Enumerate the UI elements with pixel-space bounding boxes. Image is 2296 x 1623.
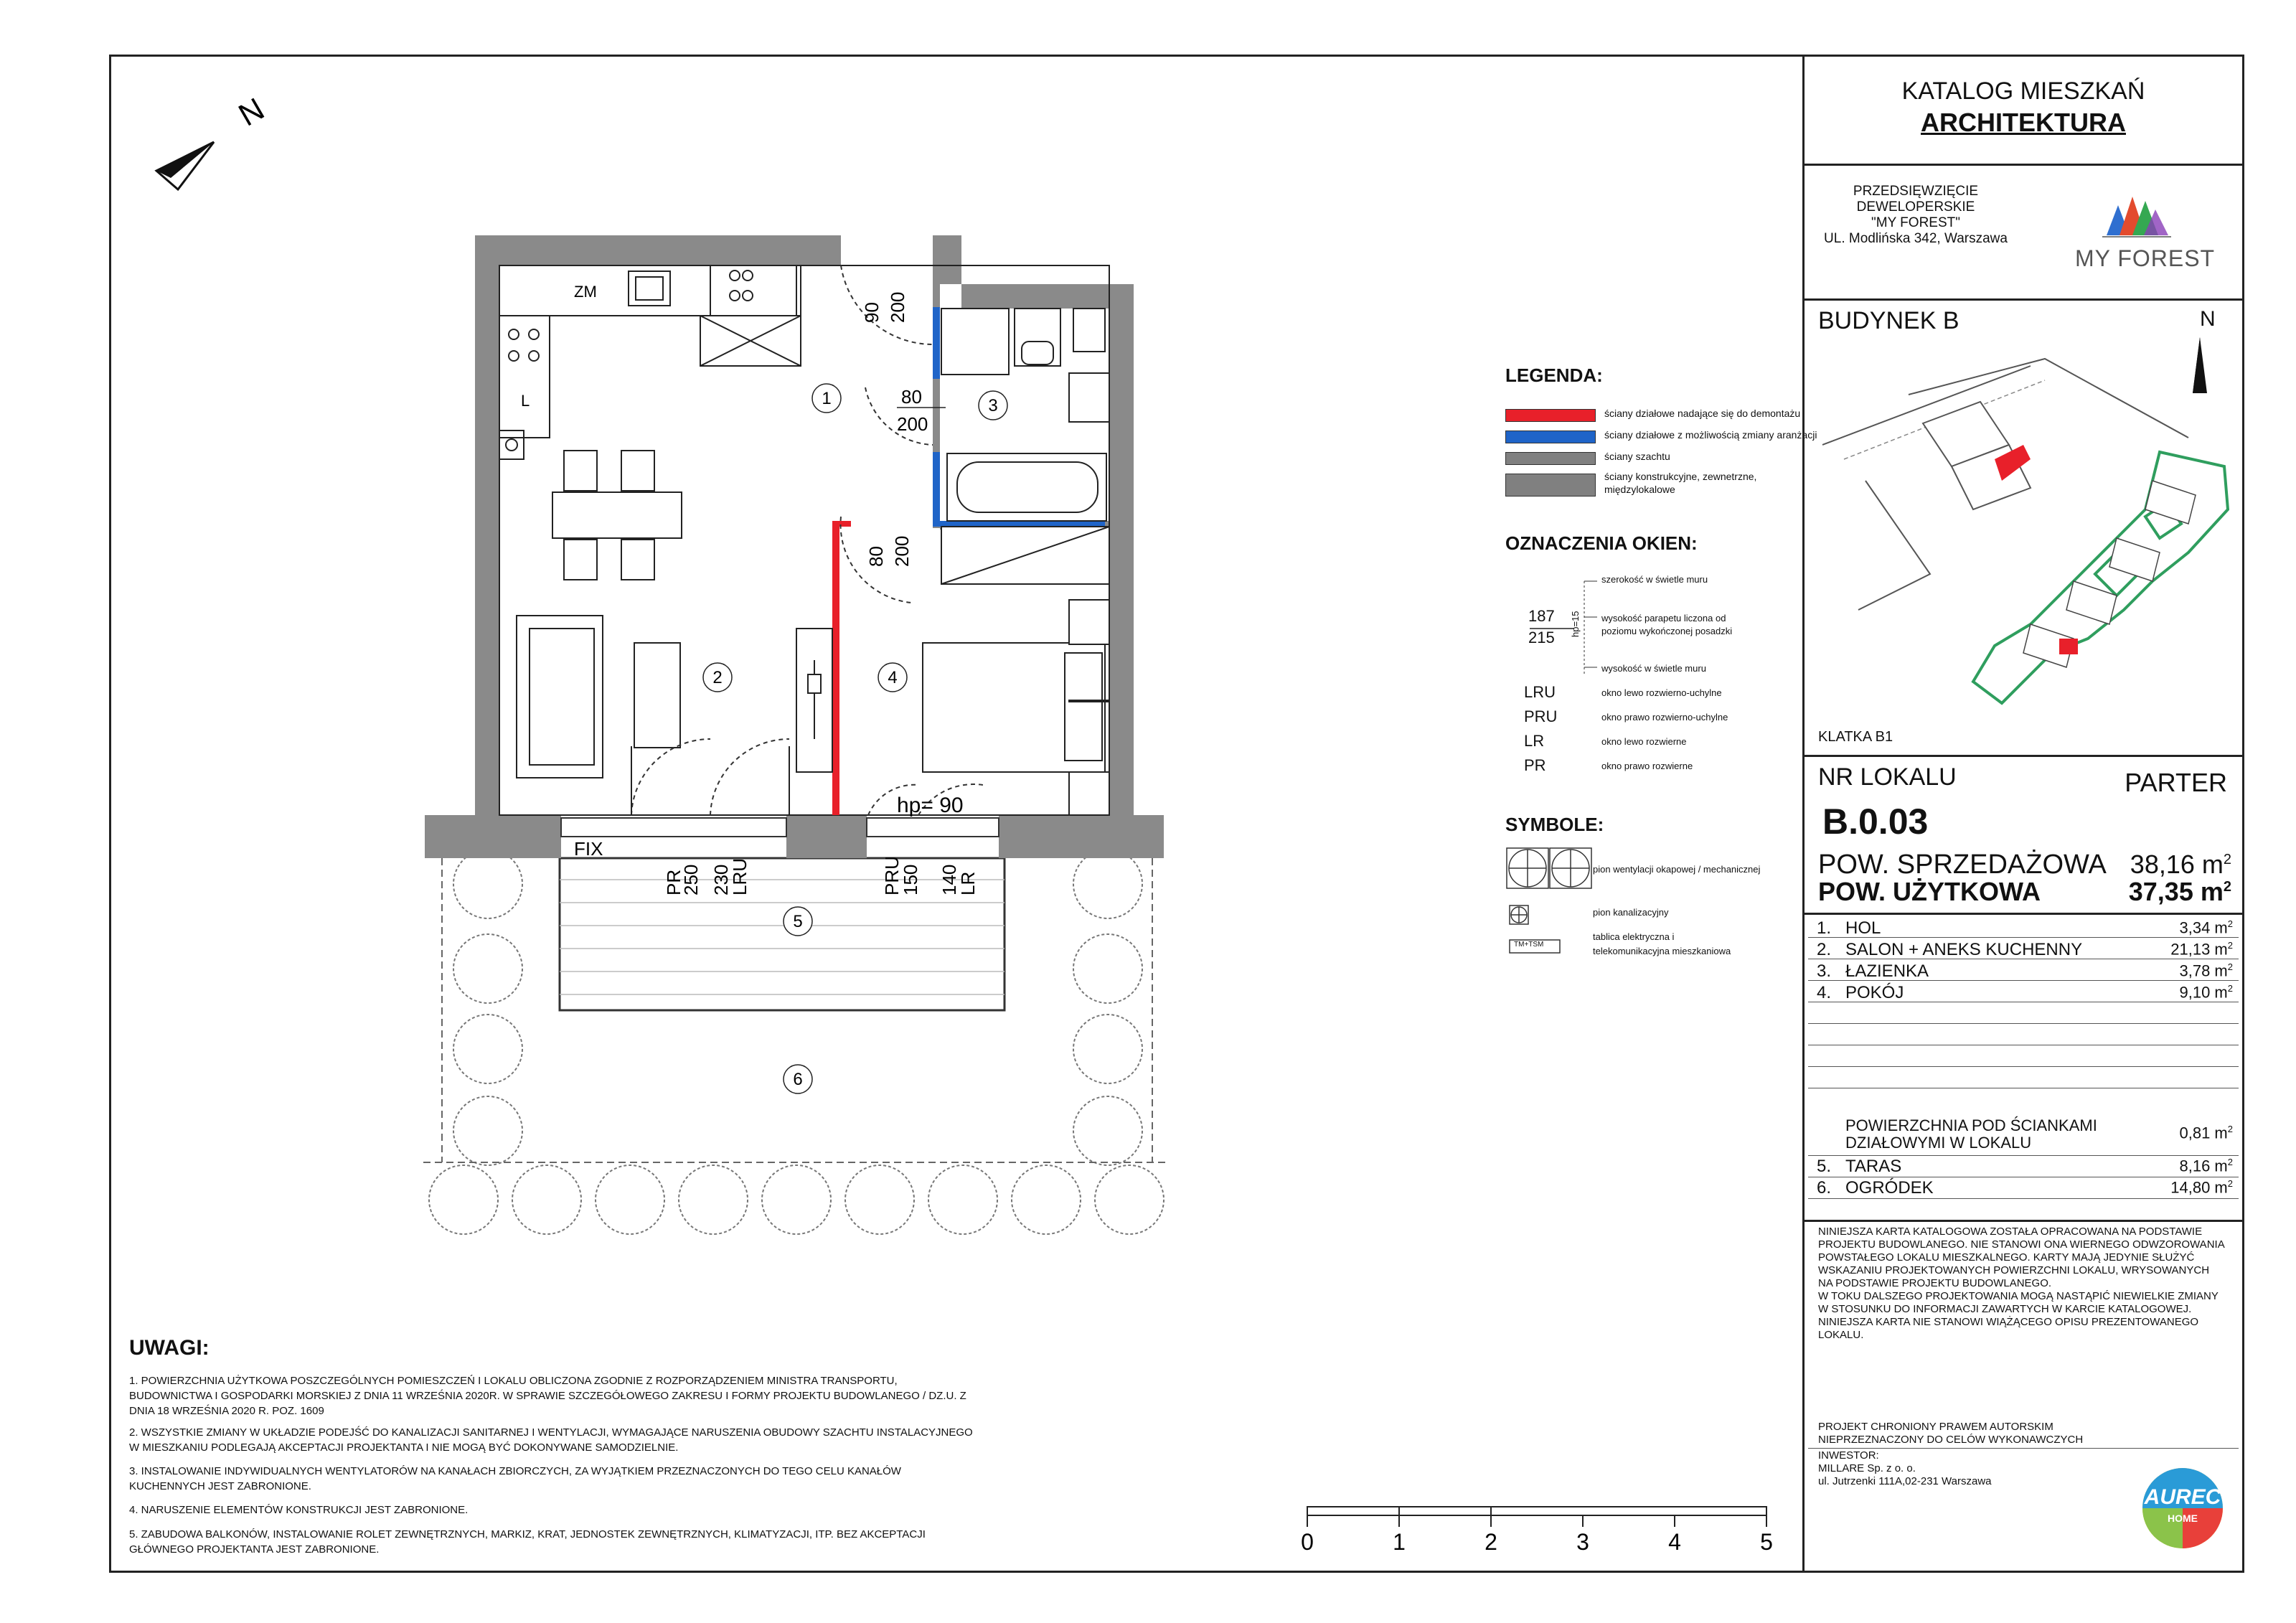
windows-legend-title: OZNACZENIA OKIEN: [1505,532,1698,554]
parapet-height-label: hp= 90 [897,794,964,817]
note-4: 4. NARUSZENIE ELEMENTÓW KONSTRUKCJI JEST ZABRONIONE. [129,1504,469,1516]
legend-swatch-structural [1505,474,1596,497]
copyright-line-1: PROJEKT CHRONIONY PRAWEM AUTORSKIM [1818,1421,2053,1433]
scale-tick-0: 0 [1301,1529,1314,1555]
copyright-line-2: NIEPRZEZNACZONY DO CELÓW WYKONAWCZYCH [1818,1434,2084,1446]
aurec-logo-text: AUREC [2144,1485,2221,1509]
room-row-3-area: 3,78 m [2179,961,2228,980]
discipline-title: ARCHITEKTURA [1921,108,2126,137]
window-note-parapet-1: wysokość parapetu liczona od [1601,613,1726,624]
usable-area-unit: 2 [2223,879,2231,895]
extra-row-6-name: OGRÓDEK [1845,1178,1934,1198]
note-5: 5. ZABUDOWA BALKONÓW, INSTALOWANIE ROLET ZEWNĘTRZNYCH, MARKIZ, KRAT, JEDNOSTEK ZEWNĘTRZNYCH, KLIMATYZACJI, ITP. BEZ AKCEPTACJI GŁÓWNEGO PROJEKTANTA JEST ZABRONIONE. [129,1528,926,1556]
room-row-1-area: 3,34 m [2179,918,2228,937]
investor-address: ul. Jutrzenki 111A,02-231 Warszawa [1818,1475,1992,1487]
room-number-1: 1 [822,389,832,408]
stair-label: KLATKA B1 [1818,729,1893,745]
room-row-4-name: POKÓJ [1845,983,1904,1002]
window-type-code-lr: LR [1524,732,1545,750]
room-row-2-area: 21,13 m [2170,940,2228,959]
door3-width: 80 [865,546,887,567]
plan-north-label: N [232,91,270,133]
disclaimer-line-2: PROJEKTU BUDOWLANEGO. NIE STANOWI ONA WIERNEGO ODWZOROWANIA [1818,1238,2225,1251]
site-plan [1815,337,2239,725]
window-example-width: 187 [1528,607,1555,625]
fridge-label: ZM [574,283,597,301]
note-3: 3. INSTALOWANIE INDYWIDUALNYCH WENTYLATORÓW NA KANAŁACH ZBIORCZYCH, ZA WYJĄTKIEM PRZEZNACZONYCH DO TEGO CELU KANAŁÓW KUCHENNYCH JEST ZABRONIONE. [129,1465,901,1492]
window-note-height: wysokość w świetle muru [1601,663,1706,674]
window-type-text-pru: okno prawo rozwierno-uchylne [1601,712,1728,723]
scale-tick-2: 2 [1485,1529,1497,1555]
kitchen-unit [499,265,801,459]
scale-tick-4: 4 [1668,1529,1681,1555]
project-line-1: PRZEDSIĘWZIĘCIE [1853,184,1979,199]
unit-number: B.0.03 [1822,801,1929,842]
notes-title: UWAGI: [129,1336,210,1360]
symbol-text-sewer: pion kanalizacyjny [1593,907,1669,918]
extra-row-5-unit: 2 [2227,1157,2233,1167]
room-row-1-name: HOL [1845,918,1881,938]
room-number-5: 5 [793,912,803,931]
aurec-logo-icon [2134,1464,2241,1557]
window-example-height: 215 [1528,629,1555,646]
door1-height: 200 [887,291,908,323]
legend-swatch-blue [1505,431,1596,443]
window-type-code-lru: LRU [1524,683,1556,701]
symbols-title: SYMBOLE: [1505,814,1604,835]
window-lr-type: LR [957,871,979,895]
window-lru-width: 230 [710,864,732,895]
sink-label: L [521,392,530,410]
disclaimer-line-9: LOKALU. [1818,1329,1864,1341]
door2-width: 80 [901,386,922,408]
unit-nr-label: NR LOKALU [1818,763,1957,791]
scale-tick-1: 1 [1393,1529,1406,1555]
divider [1802,164,2244,166]
sales-area-unit: 2 [2223,852,2231,867]
room-row-1-unit: 2 [2227,918,2233,929]
divider [1802,913,2244,915]
scale-bar [1307,1507,1766,1527]
divider [1802,298,2244,301]
partition-label-1: POWIERZCHNIA POD ŚCIANKAMI [1845,1116,2097,1134]
legend-item-4b: międzylokalowe [1604,484,1675,495]
partition-value: 0,81 m [2179,1124,2228,1142]
legend-swatch-red [1505,409,1596,422]
note-2: 2. WSZYSTKIE ZMIANY W UKŁADZIE PODEJŚĆ DO KANALIZACJI SANITARNEJ I WENTYLACJI, WYMAGAJĄCE NARUSZENIA OBUDOWY SZACHTU INSTALACYJNEGO W MIESZKANIU PODLEGAJĄ AKCEPTACJI PROJEKTANTA I NIE MOGĄ BYĆ DOKONYWANE SAMODZIELNIE. [129,1426,973,1454]
legend-item-1: ściany działowe nadające się do demontażu [1604,408,1801,419]
room-row-1-no: 1. [1817,918,1832,938]
partition-label-2: DZIAŁOWYMI W LOKALU [1845,1134,2032,1152]
extra-row-5-area: 8,16 m [2179,1157,2228,1175]
window-note-parapet-2: poziomu wykończonej posadzki [1601,626,1733,636]
legend-item-3: ściany szachtu [1604,451,1670,462]
investor-name: MILLARE Sp. z o. o. [1818,1462,1916,1474]
disclaimer-line-8: NINIEJSZA KARTA NIE STANOWI WIĄŻĄCEGO OPISU PREZENTOWANEGO [1818,1316,2199,1328]
symbol-tag: TM+TSM [1514,941,1544,949]
window-lr-width: 140 [938,864,960,895]
room-row-4-area: 9,10 m [2179,983,2228,1002]
divider [1802,755,2244,757]
disclaimer-line-3: POWSTAŁEGO LOKALU MIESZKALNEGO. KARTY MAJĄ JEDYNIE SŁUŻYĆ [1818,1251,2195,1264]
legend-item-4: ściany konstrukcyjne, zewnetrzne, [1604,471,1757,482]
dining-table [552,451,682,580]
my-forest-logo-icon [2101,191,2173,238]
legend-swatch-shaft [1505,452,1596,465]
sales-area-label: POW. SPRZEDAŻOWA [1818,850,2107,880]
disclaimer-line-6: W TOKU DALSZEGO PROJEKTOWANIA MOGĄ NASTĄPIĆ NIEWIELKIE ZMIANY [1818,1290,2219,1302]
extra-row-5-no: 5. [1817,1157,1832,1176]
scale-tick-3: 3 [1576,1529,1589,1555]
my-forest-logo-text: MY FOREST [2075,245,2216,271]
rearrangeable-wall [933,307,940,379]
divider [1802,1220,2244,1222]
extra-row-6-area: 14,80 m [2170,1178,2228,1197]
project-line-3: "MY FOREST" [1871,215,1960,230]
windows [561,818,999,837]
room-number-3: 3 [988,396,998,415]
disclaimer-line-7: W STOSUNKU DO INFORMACJI ZAWARTYCH W KARCIE KATALOGOWEJ. [1818,1303,2192,1315]
symbol-text-electrical-1: tablica elektryczna i [1593,931,1675,942]
room-number-6: 6 [793,1070,803,1089]
window-type-text-lr: okno lewo rozwierne [1601,736,1687,747]
building-north-label: N [2200,307,2216,331]
room-row-2-name: SALON + ANEKS KUCHENNY [1845,940,2083,959]
symbol-text-ventilation: pion wentylacji okapowej / mechanicznej [1593,864,1761,875]
usable-area-label: POW. UŻYTKOWA [1818,877,2041,906]
window-type-text-pr: okno prawo rozwierne [1601,761,1693,771]
window-type-code-pru: PRU [1524,707,1558,725]
window-pr-type: PR [663,869,684,895]
door3-height: 200 [891,535,913,567]
partition-unit: 2 [2227,1124,2233,1134]
room-row-3-no: 3. [1817,961,1832,981]
window-pru-width: 150 [900,864,921,895]
window-pr-height: 250 [680,864,702,895]
extra-row-5-name: TARAS [1845,1157,1902,1176]
extra-row-6-no: 6. [1817,1178,1832,1198]
north-arrow-icon [156,91,270,189]
project-line-2: DEWELOPERSKIE [1856,199,1975,215]
window-type-code-pr: PR [1524,756,1546,774]
building-label: BUDYNEK B [1818,307,1959,334]
sales-area-value: 38,16 m [2130,850,2224,879]
room-row-3-unit: 2 [2227,961,2233,972]
project-line-4: UL. Modlińska 342, Warszawa [1824,231,2008,246]
legend-title: LEGENDA: [1505,364,1603,386]
room-row-4-unit: 2 [2227,983,2233,994]
investor-label: INWESTOR: [1818,1449,1879,1462]
terrace [560,858,1004,1010]
window-fix-label: FIX [574,838,603,860]
room-number-2: 2 [712,668,723,687]
extra-row-6-unit: 2 [2227,1178,2233,1189]
sofa [517,616,680,778]
bathroom-fixtures [941,309,1109,584]
window-example-parapet: hp=15 [1570,611,1581,637]
window-type-text-lru: okno lewo rozwierno-uchylne [1601,687,1722,698]
unit-floor: PARTER [2125,768,2227,797]
aurec-logo-sub: HOME [2168,1513,2198,1524]
scale-tick-5: 5 [1760,1529,1773,1555]
usable-area-value: 37,35 m [2128,877,2224,906]
window-lru-type: LRU [729,857,751,895]
disclaimer-line-5: NA PODSTAWIE PROJEKTU BUDOWLANEGO. [1818,1277,2052,1289]
bed [796,600,1109,815]
catalog-title: KATALOG MIESZKAŃ [1901,77,2145,105]
door1-width: 90 [861,302,883,323]
room-row-4-no: 4. [1817,983,1832,1002]
note-1: 1. POWIERZCHNIA UŻYTKOWA POSZCZEGÓLNYCH POMIESZCZEŃ I LOKALU OBLICZONA ZGODNIE Z ROZPORZĄDZENIEM MINISTRA TRANSPORTU, BUDOWNICTWA I GOSPODARKI MORSKIEJ Z DNIA 11 WRZEŚNIA 2020R. W SPRAWIE SZCZEGÓŁOWEGO ZAKRESU I FORMY PROJEKTU BUDOWLANEGO / DZ.U. Z DNIA 18 WRZEŚNIA 2020 R. POZ. 1609 [129,1375,966,1417]
room-row-2-unit: 2 [2227,940,2233,951]
legend-item-2: ściany działowe z możliwością zmiany aranżacji [1604,429,1817,441]
window-note-width: szerokość w świetle muru [1601,574,1708,585]
window-pru-type: PRU [881,856,903,895]
door2-height: 200 [897,413,928,435]
room-row-2-no: 2. [1817,940,1832,959]
disclaimer-line-1: NINIEJSZA KARTA KATALOGOWA ZOSTAŁA OPRACOWANA NA PODSTAWIE [1818,1226,2203,1238]
room-row-3-name: ŁAZIENKA [1845,961,1929,981]
room-number-4: 4 [888,668,898,687]
disclaimer-line-4: WSKAZANIU PROJEKTOWANYCH POWIERZCHNI LOKALU, WRYSOWANYCH [1818,1264,2210,1276]
demolishable-wall [832,521,839,815]
symbol-text-electrical-2: telekomunikacyjna mieszkaniowa [1593,946,1731,956]
